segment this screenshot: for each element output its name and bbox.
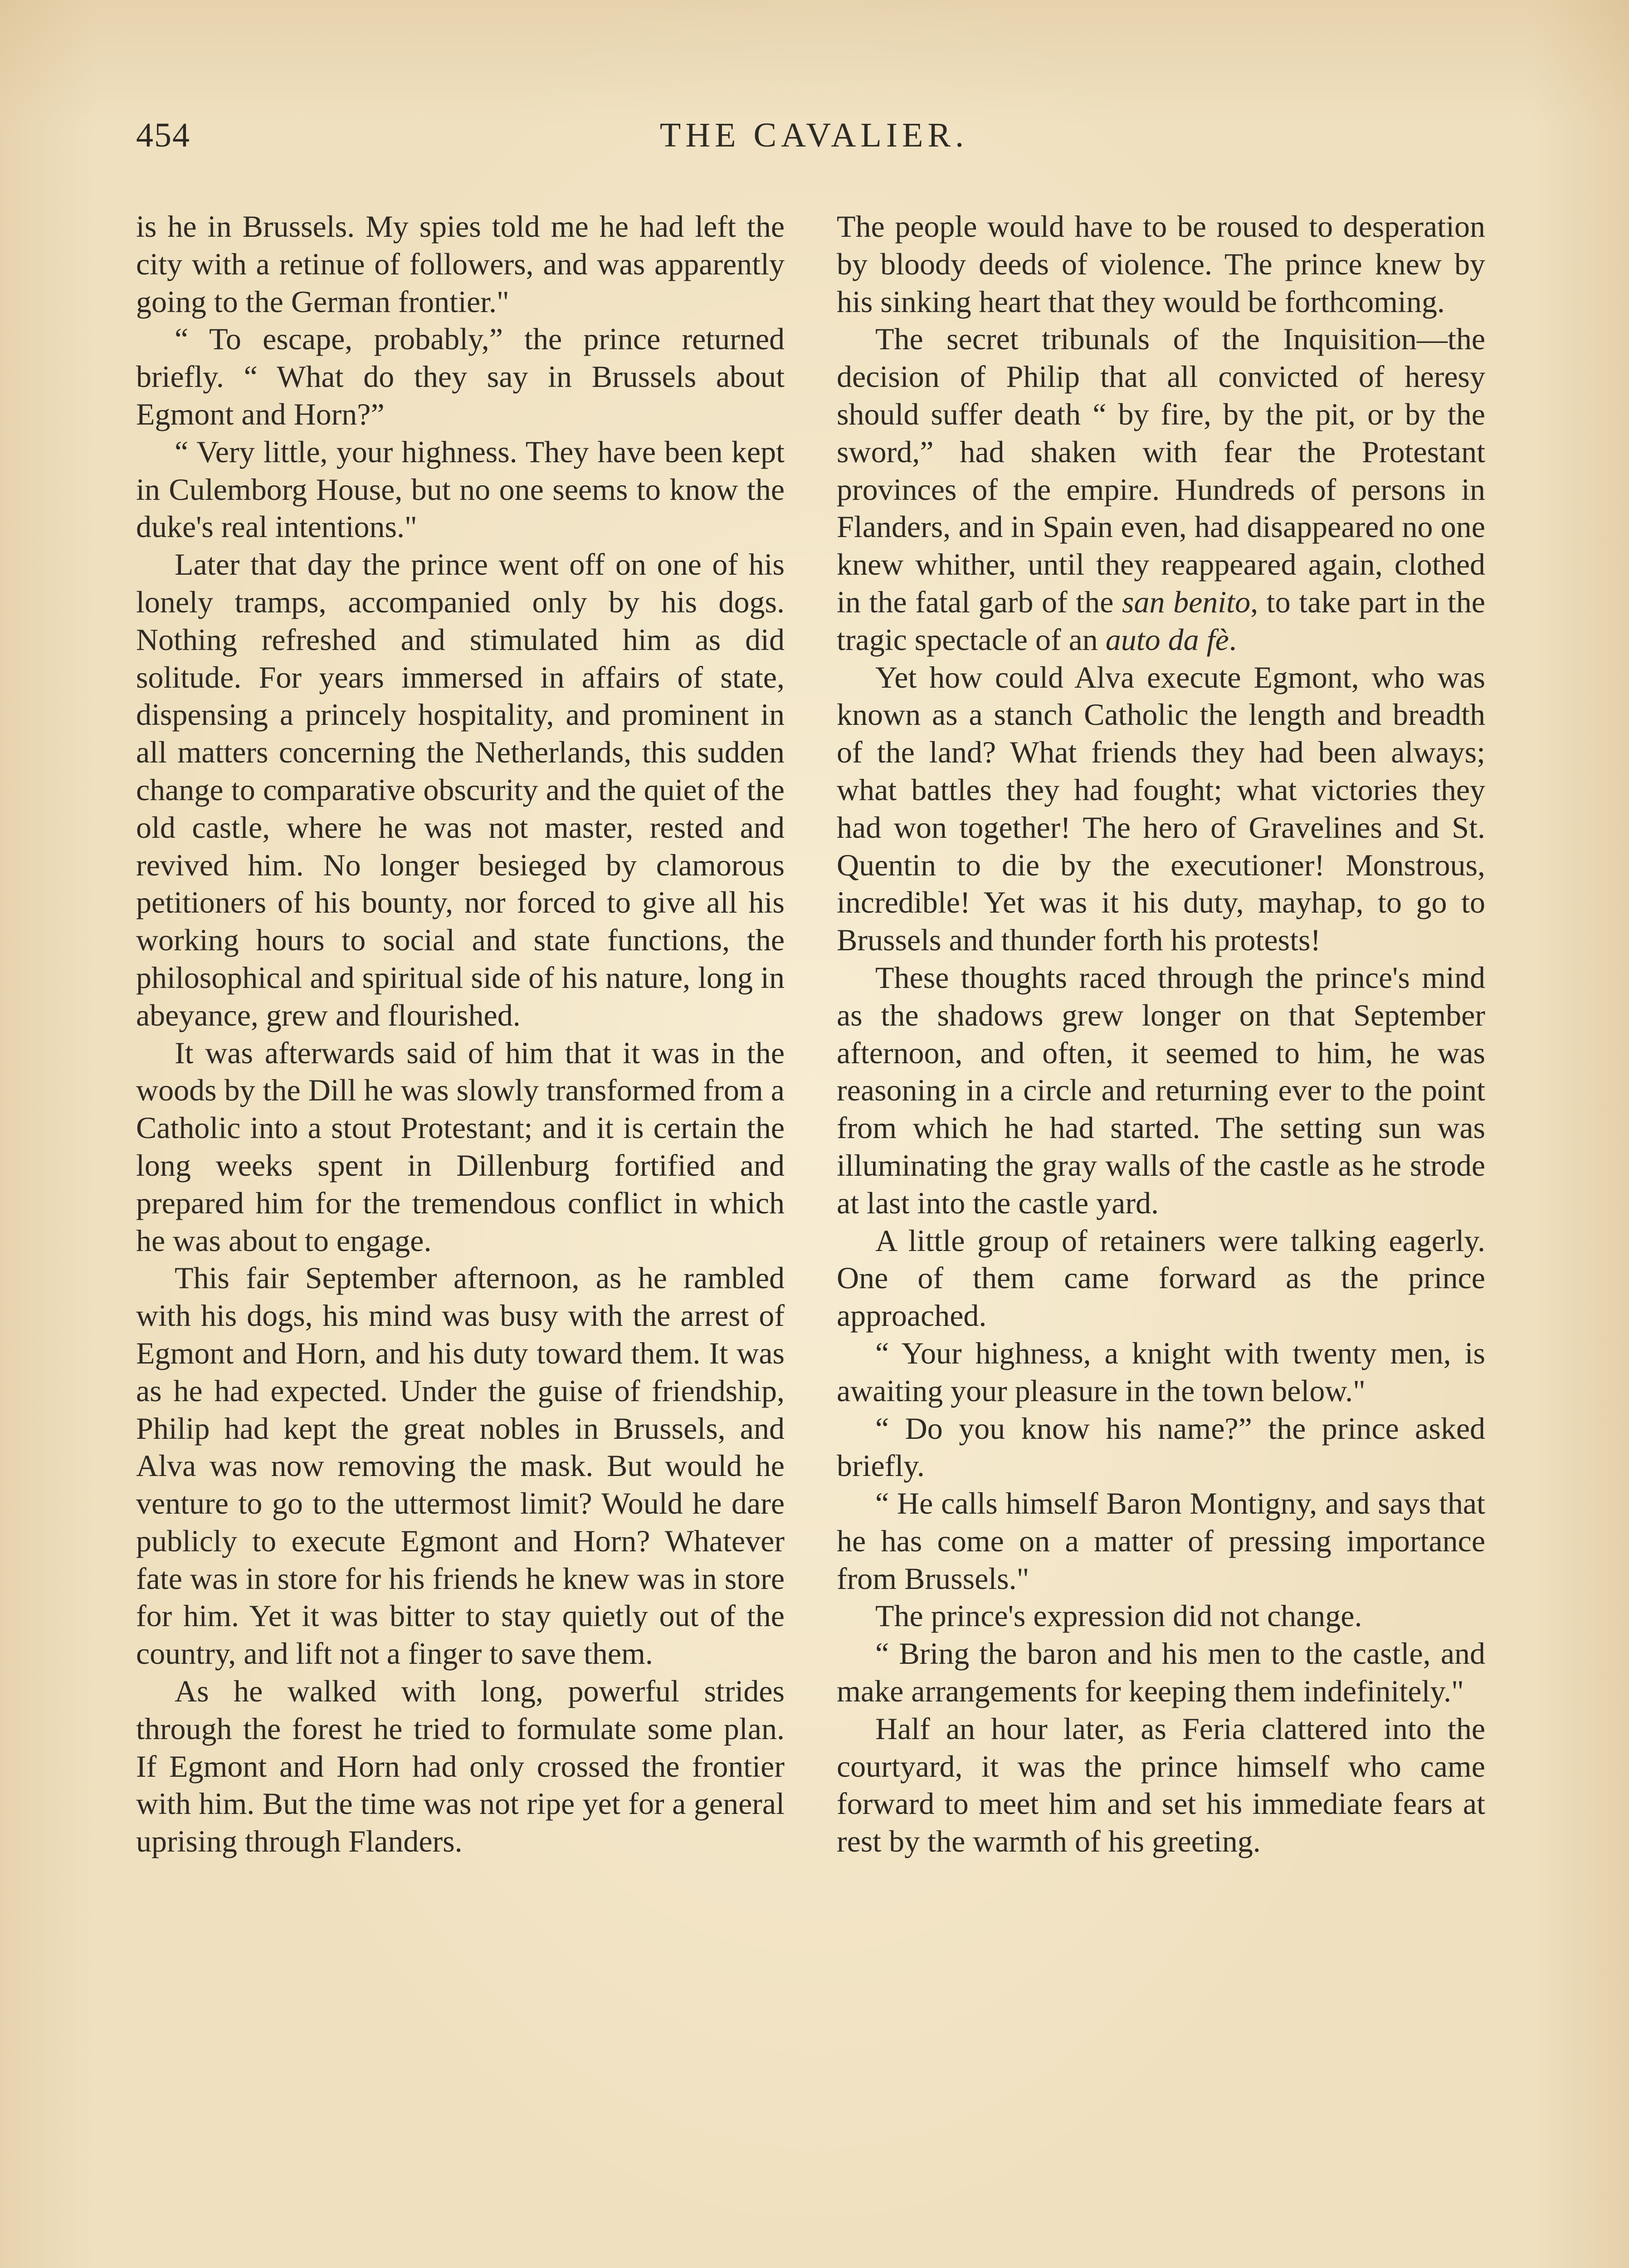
right-column [837, 208, 1485, 1860]
paragraph: “ To escape, probably,” the prince returned briefly. “ What do they say in Brussels about Egmont and Horn?” [136, 322, 785, 431]
paragraph: “ Bring the baron and his men to the castle, and make arrangements for keeping them indefinitely." [837, 1636, 1485, 1709]
left-column [136, 208, 785, 1860]
paragraph: It was afterwards said of him that it was in the woods by the Dill he was slowly transformed from a Catholic into a stout Protestant; and it is certain the long weeks spent in Dillenburg fortified and prepared him for the tremendous conflict in which he was about to engage. [136, 1035, 785, 1258]
paragraph: The secret tribunals of the Inquisition—the decision of Philip that all convicted of heresy should suffer death “ by fire, by the pit, or by the sword,” had shaken with fear the Protestant provinces of the empire. Hundreds of persons in Flanders, and in Spain even, had disappeared no one knew whither, until they reappeared again, clothed in the fatal garb of the san benito, to take part in the tragic spectacle of an auto da fè. [837, 322, 1485, 657]
paragraph: A little group of retainers were talking eagerly. One of them came forward as the prince approached. [837, 1223, 1485, 1333]
paragraph: “ He calls himself Baron Montigny, and says that he has come on a matter of pressing importance from Brussels." [837, 1486, 1485, 1596]
paragraph: is he in Brussels. My spies told me he had left the city with a retinue of followers, and was apparently going to the German frontier." [136, 209, 785, 319]
italic-term: san benito [1122, 584, 1251, 619]
paragraph: “ Do you know his name?” the prince asked briefly. [837, 1411, 1485, 1483]
page-number: 454 [136, 116, 190, 154]
paragraph: This fair September afternoon, as he rambled with his dogs, his mind was busy with the arrest of Egmont and Horn, and his duty toward them. It was as he had expected. Under the guise of friendship, Philip had kept the great nobles in Brussels, and Alva was now removing the mask. But would he venture to go to the uttermost limit? Would he dare publicly to execute Egmont and Horn? Whatever fate was in store for his friends he knew was in store for him. Yet it was bitter to stay quietly out of the country, and lift not a finger to save them. [136, 1261, 785, 1671]
paragraph: As he walked with long, powerful strides through the forest he tried to formulate some plan. If Egmont and Horn had only crossed the frontier with him. But the time was not ripe yet for a general uprising through Flanders. [136, 1674, 785, 1859]
paragraph: “ Your highness, a knight with twenty men, is awaiting your pleasure in the town below." [837, 1335, 1485, 1408]
paragraph: “ Very little, your highness. They have been kept in Culemborg House, but no one seems to know the duke's real intentions." [136, 434, 785, 544]
paragraph: Half an hour later, as Feria clattered into the courtyard, it was the prince himself who came forward to meet him and set his immediate fears at rest by the warmth of his greeting. [837, 1711, 1485, 1859]
paragraph: The people would have to be roused to desperation by bloody deeds of violence. The prince knew by his sinking heart that they would be forthcoming. [837, 209, 1485, 319]
page-header [136, 116, 1492, 166]
running-title: THE CAVALIER. [659, 116, 969, 154]
italic-term: auto da fè [1105, 622, 1229, 657]
paragraph: The prince's expression did not change. [875, 1598, 1362, 1633]
paragraph: These thoughts raced through the prince's mind as the shadows grew longer on that September afternoon, and often, it seemed to him, he was reasoning in a circle and returning ever to the point from which he had started. The setting sun was illuminating the gray walls of the castle as he strode at last into the castle yard. [837, 960, 1485, 1220]
paragraph: Yet how could Alva execute Egmont, who was known as a stanch Catholic the length and breadth of the land? What friends they had been always; what battles they had fought; what victories they had won together! The hero of Gravelines and St. Quentin to die by the executioner! Monstrous, incredible! Yet was it his duty, mayhap, to go to Brussels and thunder forth his protests! [837, 660, 1485, 958]
paragraph: Later that day the prince went off on one of his lonely tramps, accompanied only by his dogs. Nothing refreshed and stimulated him as did solitude. For years immersed in affairs of state, dispensing a princely hospitality, and prominent in all matters concerning the Netherlands, this sudden change to comparative obscurity and the quiet of the old castle, where he was not master, rested and revived him. No longer besieged by clamorous petitioners of his bounty, nor forced to give all his working hours to social and state functions, the philosophical and spiritual side of his nature, long in abeyance, grew and flourished. [136, 547, 785, 1032]
